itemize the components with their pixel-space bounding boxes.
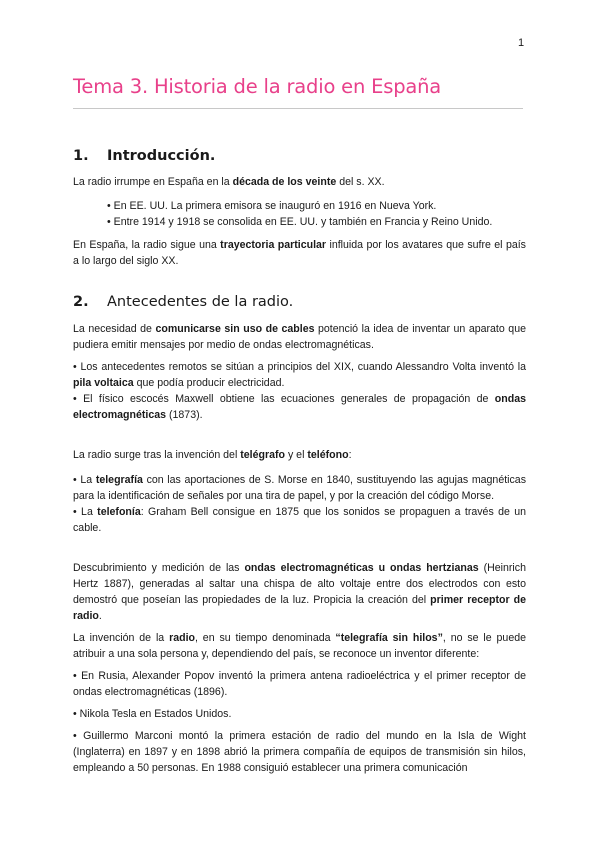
list-item: • En EE. UU. La primera emisora se inauguró en 1916 en Nueva York.	[107, 200, 437, 212]
paragraph: La necesidad de comunicarse sin uso de cables potenció la idea de inventar un aparato que pudiera emitir mensajes por medio de ondas electromagnéticas.	[73, 323, 526, 351]
paragraph: • El físico escocés Maxwell obtiene las ecuaciones generales de propagación de ondas electromagnéticas (1873).	[73, 393, 526, 421]
paragraph: La invención de la radio, en su tiempo denominada “telegrafía sin hilos”, no se le puede atribuir a una sola persona y, dependiendo del país, se reconoce un inventor diferente:	[73, 632, 526, 660]
section-number: 2.	[73, 294, 89, 310]
section-heading-antecedentes	[73, 293, 526, 311]
page-number: 1	[518, 37, 525, 49]
page-title: Tema 3. Historia de la radio en España	[73, 75, 442, 98]
section-number: 1.	[73, 148, 89, 164]
paragraph: • La telegrafía con las aportaciones de S. Morse en 1840, sustituyendo las agujas magnéticas para la identificación de señales por una tira de papel, y por la creación del código Morse.	[73, 474, 526, 502]
section-heading-introduccion	[73, 147, 526, 165]
paragraph: • Los antecedentes remotos se sitúan a principios del XIX, cuando Alessandro Volta inventó la pila voltaica que podía producir electricidad.	[73, 361, 526, 389]
bullet-list	[73, 198, 526, 230]
paragraph: • Nikola Tesla en Estados Unidos.	[73, 708, 232, 720]
document-body	[73, 147, 526, 776]
paragraph: • Guillermo Marconi montó la primera estación de radio del mundo en la Isla de Wight (Inglaterra) en 1897 y en 1898 abrió la primera compañía de equipos de transmisión sin hilos, empleando a 50 personas. En 1988 consiguió establecer una primera comunicación	[73, 730, 526, 774]
section-title: Antecedentes de la radio.	[107, 294, 294, 310]
paragraph: Descubrimiento y medición de las ondas electromagnéticas u ondas hertzianas (Heinrich Hertz 1887), generadas al saltar una chispa de alto voltaje entre dos electrodos con esto demostró que poseían las propiedades de la luz. Propicia la creación del primer receptor de radio.	[73, 562, 526, 622]
section-title: Introducción.	[107, 148, 216, 164]
paragraph: • En Rusia, Alexander Popov inventó la primera antena radioeléctrica y el primer receptor de ondas electromagnéticas (1896).	[73, 670, 526, 698]
paragraph: La radio surge tras la invención del telégrafo y el teléfono:	[73, 449, 352, 461]
paragraph: • La telefonía: Graham Bell consigue en 1875 que los sonidos se propaguen a través de un cable.	[73, 506, 526, 534]
title-divider	[73, 108, 523, 109]
list-item: • Entre 1914 y 1918 se consolida en EE. UU. y también en Francia y Reino Unido.	[107, 216, 493, 228]
paragraph: La radio irrumpe en España en la década de los veinte del s. XX.	[73, 176, 385, 188]
paragraph: En España, la radio sigue una trayectoria particular influida por los avatares que sufre el país a lo largo del siglo XX.	[73, 239, 526, 267]
